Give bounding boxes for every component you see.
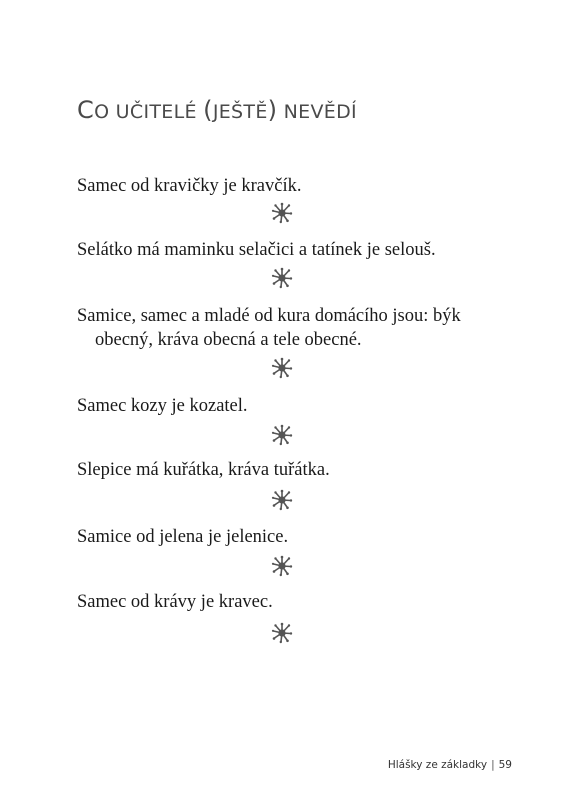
ink-splat-icon bbox=[271, 555, 293, 577]
entry-1: Samec od kravičky je kravčík. bbox=[77, 176, 302, 196]
ink-splat-icon bbox=[271, 267, 293, 289]
entry-5: Slepice má kuřátka, kráva tuřátka. bbox=[77, 460, 330, 480]
ink-splat-icon bbox=[271, 424, 293, 446]
entry-3 bbox=[77, 304, 507, 352]
ink-splat-icon bbox=[271, 489, 293, 511]
ink-splat-icon bbox=[271, 202, 293, 224]
entry-3-line-2: obecný, kráva obecná a tele obecné. bbox=[95, 330, 362, 350]
entry-4: Samec kozy je kozatel. bbox=[77, 396, 248, 416]
page-number: 59 bbox=[498, 759, 512, 771]
footer-divider: | bbox=[491, 759, 495, 771]
entry-2: Selátko má maminku selačici a tatínek je selouš. bbox=[77, 240, 436, 260]
ink-splat-icon bbox=[271, 357, 293, 379]
footer-book-title: Hlášky ze základky bbox=[387, 759, 488, 771]
entry-3-line-1: Samice, samec a mladé od kura domácího jsou: býk bbox=[77, 306, 461, 326]
entry-7: Samec od krávy je kravec. bbox=[77, 592, 273, 612]
page-footer bbox=[388, 759, 512, 771]
ink-splat-icon bbox=[271, 622, 293, 644]
chapter-title: CO UČITELÉ (JEŠTĚ) NEVĚDÍ bbox=[77, 96, 357, 124]
entry-6: Samice od jelena je jelenice. bbox=[77, 527, 289, 547]
